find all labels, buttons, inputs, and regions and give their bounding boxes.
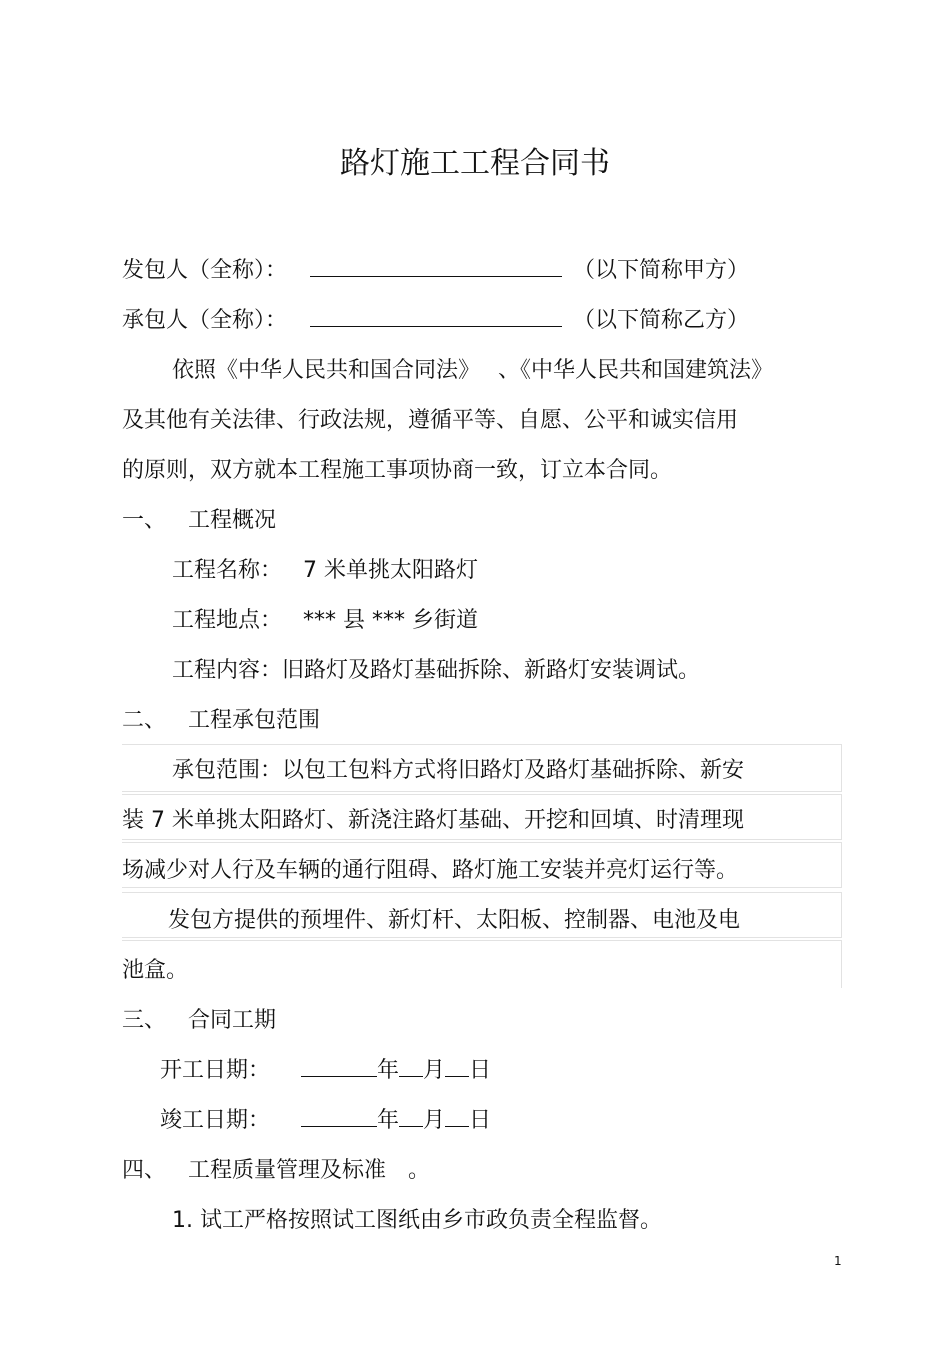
start-date-label: 开工日期： [160,1058,271,1083]
party-a-label: 发包人（全称）： [122,258,288,283]
party-a-blank[interactable] [310,256,562,277]
section-1-title: 工程概况 [188,508,277,533]
start-month-unit: 月 [423,1058,446,1083]
project-content-line: 工程内容：旧路灯及路灯基础拆除、新路灯安装调试。 [172,658,701,683]
project-name-value: 7 米单挑太阳路灯 [303,558,479,583]
party-b-blank[interactable] [310,306,562,327]
end-date-line [160,1106,491,1136]
intro-line-1: 依照《中华人民共和国合同法》 、《中华人民共和国建筑法》 [172,358,773,383]
end-month-blank[interactable] [399,1106,423,1127]
section-3-number: 三、 [122,1008,167,1033]
scope-line-4: 发包方提供的预埋件、新灯杆、太阳板、控制器、电池及电 [168,908,741,933]
section-4-heading [122,1156,430,1186]
end-month-unit: 月 [423,1108,446,1133]
section-3-title: 合同工期 [188,1008,277,1033]
project-site-value: *** 县 *** 乡街道 [303,608,478,633]
quality-item-1: 1. 试工严格按照试工图纸由乡市政负责全程监督。 [172,1208,662,1233]
party-b-suffix: （以下简称乙方） [573,308,750,333]
start-day-blank[interactable] [445,1056,469,1077]
scope-box-5 [122,940,842,988]
project-name-line [172,556,478,586]
intro-line-3: 的原则，双方就本工程施工事项协商一致，订立本合同。 [122,458,673,483]
section-2-title: 工程承包范围 [188,708,321,733]
start-year-unit: 年 [377,1058,400,1083]
end-date-label: 竣工日期： [160,1108,271,1133]
party-b-line [122,306,749,336]
start-date-line [160,1056,491,1086]
section-1-number: 一、 [122,508,167,533]
party-a-suffix: （以下简称甲方） [573,258,750,283]
intro-line-2: 及其他有关法律、行政法规，遵循平等、自愿、公平和诚实信用 [122,408,739,433]
section-2-heading [122,706,320,736]
scope-line-1: 承包范围：以包工包料方式将旧路灯及路灯基础拆除、新安 [172,758,745,783]
section-3-heading [122,1006,276,1036]
start-month-blank[interactable] [399,1056,423,1077]
start-day-unit: 日 [469,1058,492,1083]
project-site-label: 工程地点： [172,608,283,633]
scope-line-3: 场减少对人行及车辆的通行阻碍、路灯施工安装并亮灯运行等。 [122,858,739,883]
party-a-line [122,256,749,286]
document-title: 路灯施工工程合同书 [340,146,610,181]
section-4-number: 四、 [122,1158,167,1183]
scope-line-5: 池盒。 [122,958,189,983]
section-4-title: 工程质量管理及标准 。 [188,1158,431,1183]
party-b-label: 承包人（全称）： [122,308,288,333]
page-number: 1 [834,1254,842,1268]
end-day-unit: 日 [469,1108,492,1133]
end-day-blank[interactable] [445,1106,469,1127]
start-year-blank[interactable] [301,1056,377,1077]
project-site-line [172,606,478,636]
section-1-heading [122,506,276,536]
end-year-blank[interactable] [301,1106,377,1127]
end-year-unit: 年 [377,1108,400,1133]
section-2-number: 二、 [122,708,167,733]
project-name-label: 工程名称： [172,558,283,583]
scope-line-2: 装 7 米单挑太阳路灯、新浇注路灯基础、开挖和回填、时清理现 [122,808,744,833]
